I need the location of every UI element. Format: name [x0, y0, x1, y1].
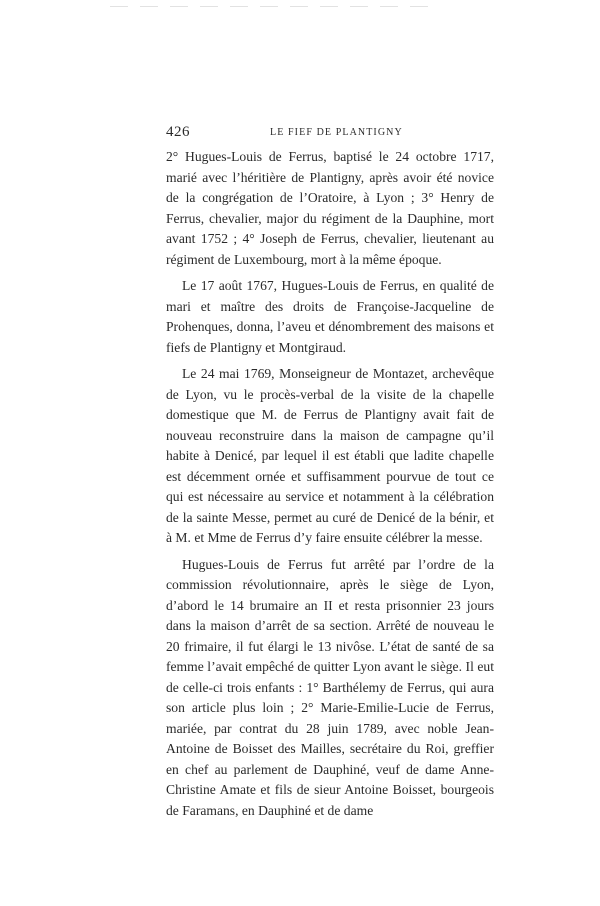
scan-edge-artifact — [110, 6, 440, 7]
paragraph-1: 2° Hugues-Louis de Ferrus, baptisé le 24 octobre 1717, marié avec l’héritière de Plantigny, après avoir été novice de la congrégation de l’Oratoire, à Lyon ; 3° Henry de Ferrus, chevalier, major du régiment de la Dauphine, mort avant 1752 ; 4° Joseph de Ferrus, chevalier, lieutenant au régiment de Luxembourg, mort à la même époque. — [166, 149, 494, 267]
page-header — [166, 124, 494, 144]
running-title: LE FIEF DE PLANTIGNY — [270, 127, 403, 138]
paragraph-3: Le 24 mai 1769, Monseigneur de Montazet, archevêque de Lyon, vu le procès-verbal de la visite de la chapelle domestique que M. de Ferrus de Plantigny avait fait de nouveau reconstruire dans la maison de campagne qu’il habite à Denicé, par lequel il est établi que ladite chapelle est décemment ornée et suffisamment pourvue de tout ce qui est nécessaire au service et notamment à la célébration de la sainte Messe, permet au curé de Denicé de la bénir, et à M. et Mme de Ferrus d’y faire ensuite célébrer la messe. — [166, 366, 494, 545]
paragraph-4: Hugues-Louis de Ferrus fut arrêté par l’ordre de la commission révolutionnaire, après le siège de Lyon, d’abord le 14 brumaire an II et resta prisonnier 23 jours dans la maison d’arrêt de sa section. Arrêté de nouveau le 20 frimaire, il fut élargi le 13 nivôse. L’état de santé de sa femme l’avait empêché de quitter Lyon avant le siège. Il eut de celle-ci trois enfants : 1° Barthélemy de Ferrus, qui aura son article plus loin ; 2° Marie-Emilie-Lucie de Ferrus, mariée, par contrat du 28 juin 1789, avec noble Jean-Antoine de Boisset des Mailles, secrétaire du Roi, greffier en chef au parlement de Dauphiné, veuf de dame Anne-Christine Amate et fils de sieur Antoine Boisset, bourgeois de Faramans, en Dauphiné et de dame — [166, 556, 494, 818]
paragraph-2: Le 17 août 1767, Hugues-Louis de Ferrus, en qualité de mari et maître des droits de Françoise-Jacqueline de Prohenques, donna, l’aveu et dénombrement des maisons et fiefs de Plantigny et Montgiraud. — [166, 278, 494, 355]
body-text — [166, 147, 494, 827]
page-number: 426 — [166, 124, 190, 140]
